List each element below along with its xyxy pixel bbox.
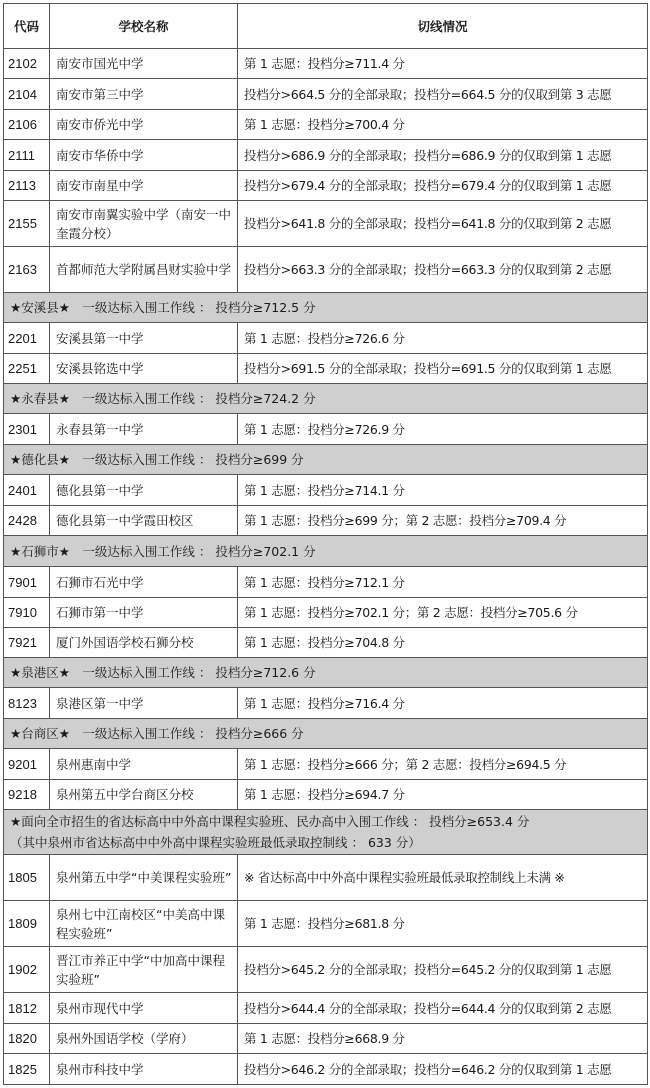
table-row [4, 140, 648, 171]
school-name: 南安市第三中学 [50, 79, 238, 110]
school-code: 7910 [4, 598, 50, 628]
table-row [4, 688, 648, 719]
cutoff-info: 第 1 志愿：投档分≥726.6 分 [238, 323, 648, 354]
region-header-row [4, 719, 648, 749]
school-name: 德化县第一中学霞田校区 [50, 506, 238, 536]
cutoff-info: 第 1 志愿：投档分≥711.4 分 [238, 49, 648, 79]
cutoff-info: 投档分>663.3 分的全部录取；投档分=663.3 分的仅取到第 2 志愿 [238, 247, 648, 293]
cutoff-info: 投档分>664.5 分的全部录取；投档分=664.5 分的仅取到第 3 志愿 [238, 79, 648, 110]
school-name: 泉州市现代中学 [50, 993, 238, 1024]
school-code: 2163 [4, 247, 50, 293]
school-code: 2102 [4, 49, 50, 79]
table-row [4, 49, 648, 79]
cutoff-info: 第 1 志愿：投档分≥712.1 分 [238, 567, 648, 598]
region-cutoff-line: ★台商区★ 一级达标入围工作线 ： 投档分≥666 分 [10, 726, 304, 741]
school-name: 晋江市养正中学“中加高中课程实验班” [50, 947, 238, 993]
cutoff-info: 第 1 志愿：投档分≥726.9 分 [238, 414, 648, 445]
cutoff-info: 投档分>641.8 分的全部录取；投档分=641.8 分的仅取到第 2 志愿 [238, 201, 648, 247]
school-code: 1805 [4, 855, 50, 901]
header-cutoff: 切线情况 [238, 4, 648, 49]
cutoff-info: 投档分>646.2 分的全部录取；投档分=646.2 分的仅取到第 1 志愿 [238, 1054, 648, 1085]
cutoff-info: 第 1 志愿：投档分≥700.4 分 [238, 110, 648, 140]
school-name: 泉州七中江南校区“中美高中课程实验班” [50, 901, 238, 947]
table-row [4, 993, 648, 1024]
region-cutoff-text [4, 810, 648, 855]
cutoff-info: 投档分>644.4 分的全部录取；投档分=644.4 分的仅取到第 2 志愿 [238, 993, 648, 1024]
region-cutoff-text [4, 384, 648, 414]
cutoff-info: 投档分>691.5 分的全部录取；投档分=691.5 分的仅取到第 1 志愿 [238, 354, 648, 384]
school-code: 1902 [4, 947, 50, 993]
region-cutoff-text [4, 445, 648, 475]
cutoff-info: 投档分>679.4 分的全部录取；投档分=679.4 分的仅取到第 1 志愿 [238, 171, 648, 201]
school-name: 首都师范大学附属昌财实验中学 [50, 247, 238, 293]
school-code: 1809 [4, 901, 50, 947]
table-row [4, 855, 648, 901]
school-code: 7921 [4, 628, 50, 658]
school-code: 8123 [4, 688, 50, 719]
school-name: 南安市华侨中学 [50, 140, 238, 171]
school-name: 南安市南星中学 [50, 171, 238, 201]
cutoff-info: ※ 省达标高中中外高中课程实验班最低录取控制线上未满 ※ [238, 855, 648, 901]
school-code: 2401 [4, 475, 50, 506]
cutoff-info: 第 1 志愿：投档分≥666 分；第 2 志愿：投档分≥694.5 分 [238, 749, 648, 780]
school-code: 9218 [4, 780, 50, 810]
region-cutoff-text [4, 658, 648, 688]
table-row [4, 947, 648, 993]
school-name: 德化县第一中学 [50, 475, 238, 506]
table-row [4, 1054, 648, 1085]
region-header-row [4, 810, 648, 855]
table-row [4, 79, 648, 110]
table-row [4, 201, 648, 247]
table-row [4, 628, 648, 658]
school-code: 9201 [4, 749, 50, 780]
school-code: 7901 [4, 567, 50, 598]
school-name: 石狮市石光中学 [50, 567, 238, 598]
header-code: 代码 [4, 4, 50, 49]
cutoff-info: 投档分>645.2 分的全部录取；投档分=645.2 分的仅取到第 1 志愿 [238, 947, 648, 993]
school-code: 2106 [4, 110, 50, 140]
region-header-row [4, 658, 648, 688]
school-code: 1825 [4, 1054, 50, 1085]
cutoff-info: 投档分>686.9 分的全部录取；投档分=686.9 分的仅取到第 1 志愿 [238, 140, 648, 171]
admission-cutoff-table [3, 3, 648, 1085]
region-cutoff-line: ★泉港区★ 一级达标入围工作线 ： 投档分≥712.6 分 [10, 665, 316, 680]
school-code: 2251 [4, 354, 50, 384]
table-row [4, 354, 648, 384]
school-name: 泉州市科技中学 [50, 1054, 238, 1085]
region-cutoff-text [4, 536, 648, 567]
school-code: 2113 [4, 171, 50, 201]
school-name: 泉州惠南中学 [50, 749, 238, 780]
cutoff-info: 第 1 志愿：投档分≥681.8 分 [238, 901, 648, 947]
school-name: 厦门外国语学校石狮分校 [50, 628, 238, 658]
header-school-name: 学校名称 [50, 4, 238, 49]
cutoff-info: 第 1 志愿：投档分≥714.1 分 [238, 475, 648, 506]
school-name: 泉州第五中学台商区分校 [50, 780, 238, 810]
cutoff-info: 第 1 志愿：投档分≥716.4 分 [238, 688, 648, 719]
table-row [4, 110, 648, 140]
school-name: 泉州外国语学校（学府） [50, 1024, 238, 1054]
school-code: 2428 [4, 506, 50, 536]
school-code: 2201 [4, 323, 50, 354]
school-code: 1812 [4, 993, 50, 1024]
table-row [4, 506, 648, 536]
table-row [4, 414, 648, 445]
school-name: 泉港区第一中学 [50, 688, 238, 719]
school-code: 2111 [4, 140, 50, 171]
table-row [4, 598, 648, 628]
cutoff-info: 第 1 志愿：投档分≥694.7 分 [238, 780, 648, 810]
school-code: 2155 [4, 201, 50, 247]
school-code: 2301 [4, 414, 50, 445]
school-code: 1820 [4, 1024, 50, 1054]
table-row [4, 475, 648, 506]
region-cutoff-line: ★安溪县★ 一级达标入围工作线 ： 投档分≥712.5 分 [10, 300, 316, 315]
school-name: 南安市国光中学 [50, 49, 238, 79]
school-name: 南安市侨光中学 [50, 110, 238, 140]
region-cutoff-text [4, 719, 648, 749]
school-name: 安溪县第一中学 [50, 323, 238, 354]
table-row [4, 749, 648, 780]
school-name: 南安市南翼实验中学（南安一中奎霞分校） [50, 201, 238, 247]
school-name: 石狮市第一中学 [50, 598, 238, 628]
cutoff-info: 第 1 志愿：投档分≥704.8 分 [238, 628, 648, 658]
cutoff-info: 第 1 志愿：投档分≥702.1 分；第 2 志愿：投档分≥705.6 分 [238, 598, 648, 628]
region-cutoff-subline: （其中泉州市省达标高中中外高中课程实验班最低录取控制线 ： 633 分） [10, 835, 421, 850]
school-name: 安溪县铭选中学 [50, 354, 238, 384]
table-row [4, 247, 648, 293]
table-row [4, 901, 648, 947]
cutoff-info: 第 1 志愿：投档分≥699 分；第 2 志愿：投档分≥709.4 分 [238, 506, 648, 536]
school-name: 永春县第一中学 [50, 414, 238, 445]
region-cutoff-text [4, 293, 648, 323]
cutoff-info: 第 1 志愿：投档分≥668.9 分 [238, 1024, 648, 1054]
region-header-row [4, 384, 648, 414]
table-row [4, 171, 648, 201]
table-body [4, 49, 648, 1085]
table-row [4, 780, 648, 810]
table-row [4, 567, 648, 598]
region-header-row [4, 293, 648, 323]
region-header-row [4, 445, 648, 475]
region-cutoff-line: ★面向全市招生的省达标高中中外高中课程实验班、民办高中入围工作线 ： 投档分≥653.4 分 [10, 814, 530, 829]
region-cutoff-line: ★德化县★ 一级达标入围工作线 ： 投档分≥699 分 [10, 452, 304, 467]
table-row [4, 1024, 648, 1054]
school-code: 2104 [4, 79, 50, 110]
region-cutoff-line: ★永春县★ 一级达标入围工作线 ： 投档分≥724.2 分 [10, 391, 316, 406]
region-header-row [4, 536, 648, 567]
admission-cutoff-table-container [3, 3, 647, 1085]
school-name: 泉州第五中学“中美课程实验班” [50, 855, 238, 901]
table-header-row [4, 4, 648, 49]
region-cutoff-line: ★石狮市★ 一级达标入围工作线 ： 投档分≥702.1 分 [10, 543, 316, 559]
table-row [4, 323, 648, 354]
